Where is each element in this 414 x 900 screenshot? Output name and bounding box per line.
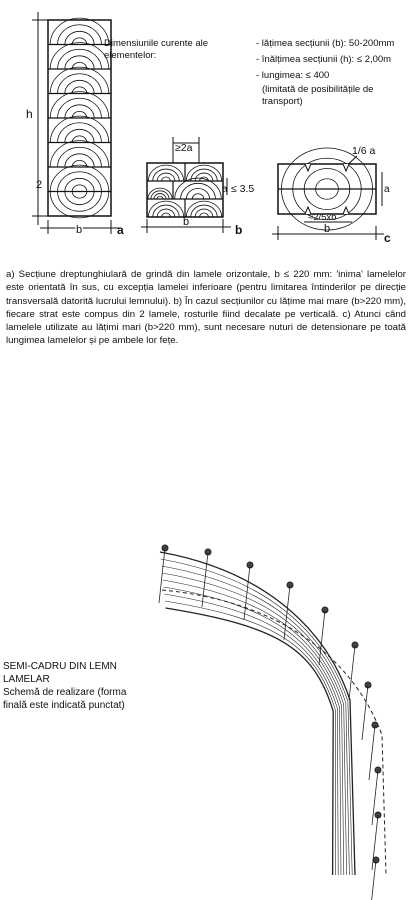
frame-title-block <box>3 660 153 712</box>
dims-header: Dimensiunile curente ale elementelor: <box>104 38 209 61</box>
figure-b-section <box>135 135 260 240</box>
frame-subtitle: Schemă de realizare (forma finală este indicată punctat) <box>3 687 127 711</box>
two-a-label: ≥2a <box>175 142 193 154</box>
b-dimension-label-c: b <box>324 223 331 235</box>
dims-item-width: - lățimea secțiunii (b): 50-200mm <box>256 38 395 49</box>
dims-list <box>256 38 411 108</box>
two-label: 2 <box>36 179 43 191</box>
figure-caption: a) Secțiune dreptunghiulară de grindă din lamele orizontale, b ≤ 220 mm: 'inima' lamelelor este orientată în sus, cu excepția lamelei inferioare (pentru limitarea întinderilor pe direcție transversală datorită lucrului lemnului). b) În cazul secțiunilor cu lățime mai mare (b>220 mm), fiecare strat este compus din 2 lamele, rosturile fiind decalate pe verticală. c) Atunci când lamelele utilizate au lățimi mari (b>220 mm), sunt necesare nuturi de detensionare pe toată lungimea lamelelor și pe ambele lor fețe. <box>6 269 406 347</box>
dims-item-transport: (limitată de posibilitățile de transport) <box>262 84 374 107</box>
figure-c-label: c <box>384 231 391 245</box>
le-3-5-label: ≤ 3.5 <box>231 183 255 195</box>
dims-item-height: - înălțimea secțiunii (h): ≤ 2,00m <box>256 54 392 65</box>
b-dimension-label-a: b <box>76 224 83 235</box>
figure-c-section <box>262 140 402 245</box>
two-fifth-b-label: ≈2/5xb <box>308 212 337 223</box>
figure-b-label: b <box>235 223 243 237</box>
b-dimension-label-b: b <box>183 216 190 228</box>
a-label-c: a <box>384 184 390 195</box>
sixth-a-label: 1/6 a <box>352 145 376 157</box>
frame-title: SEMI-CADRU DIN LEMN LAMELAR <box>3 661 117 685</box>
a-label-b: a <box>222 184 228 195</box>
semi-frame-drawing <box>150 530 410 900</box>
h-dimension-label: h <box>26 107 33 121</box>
figure-a-label: a <box>117 223 124 235</box>
dims-item-length: - lungimea: ≤ 400 <box>256 70 330 81</box>
